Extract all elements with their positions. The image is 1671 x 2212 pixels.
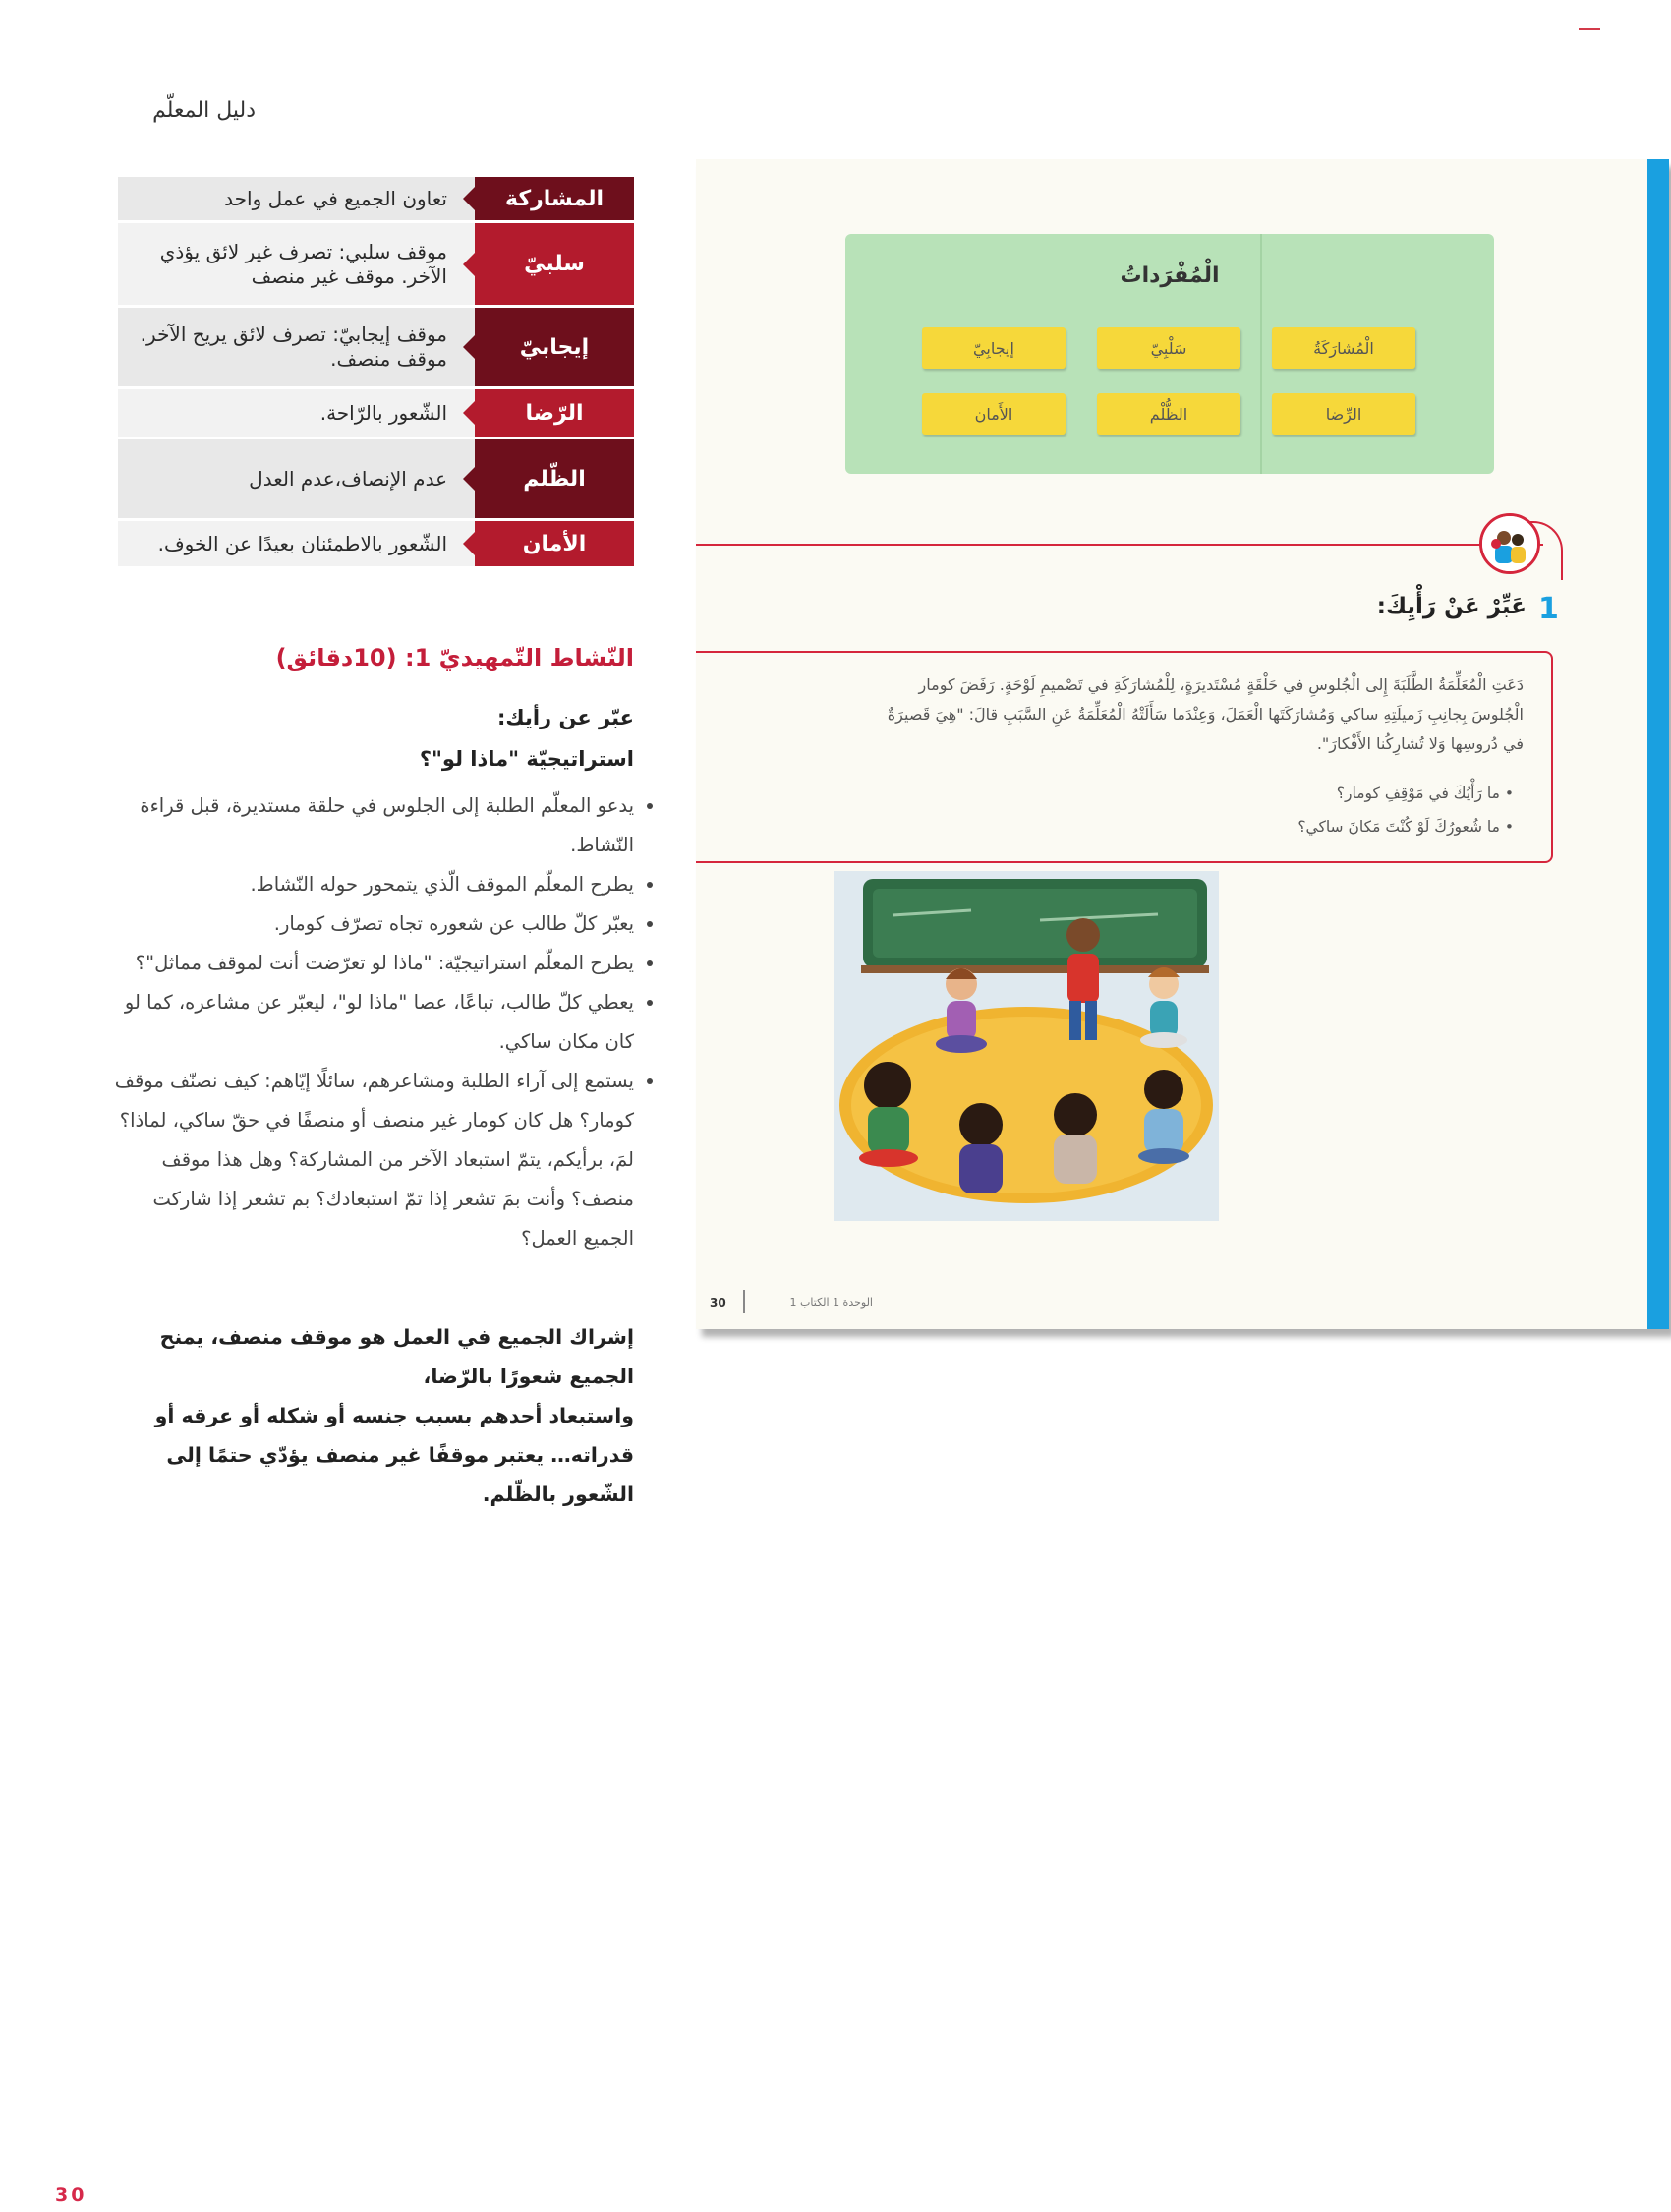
- vocab-chip: إيجابِيّ: [922, 327, 1066, 369]
- vocab-chip: سَلْبِيّ: [1097, 327, 1240, 369]
- vocab-definition: تعاون الجميع في عمل واحد: [118, 177, 475, 220]
- vocab-chip: الأَمان: [922, 393, 1066, 435]
- vocab-term: الرّضا: [475, 389, 634, 437]
- conclusion-text: [108, 1317, 634, 1514]
- vocab-term: المشاركة: [475, 177, 634, 220]
- story-question-text: ما شُعورُكَ لَوْ كُنْتَ مَكانَ ساكي؟: [1297, 818, 1500, 836]
- classroom-illustration: [834, 871, 1219, 1221]
- section-number: 1: [1538, 592, 1559, 626]
- vocab-row: [118, 521, 634, 569]
- vocab-row: [118, 223, 634, 308]
- vocab-chip: الظُّلْم: [1097, 393, 1240, 435]
- vocab-row: [118, 389, 634, 439]
- top-corner-mark: [1579, 28, 1600, 30]
- story-question: • ما شُعورُكَ لَوْ كُنْتَ مَكانَ ساكي؟: [1297, 818, 1514, 836]
- guide-bullet: • يستمع إلى آراء الطلبة ومشاعرهم، سائلًا إيّاهم: كيف نصنّف موقف كومار؟ هل كان كومار غير منصف أو منصفًا في حقّ ساكي، لماذا؟ لمَ، برأيكم، يتمّ استبعاد الآخر من المشاركة؟ وهل هذا موقف منصف؟ وأنت بمَ تشعر إذا تمّ استبعادك؟ بم تشعر إذا شاركت الجميع العمل؟: [108, 1062, 634, 1258]
- vocab-chip: الْمُشارَكَةُ: [1272, 327, 1415, 369]
- story-question: • ما رَأْيُكَ في مَوْقِفِ كومار؟: [1336, 785, 1514, 802]
- vocab-definition: موقف إيجابيّ: تصرف لائق يريح الآخر. موقف منصف.: [118, 308, 475, 386]
- guide-bullet: • يطرح المعلّم استراتيجيّة: "ماذا لو تعرّضت أنت لموقف مماثل"؟: [108, 944, 634, 983]
- story-question-text: ما رَأْيُكَ في مَوْقِفِ كومار؟: [1336, 785, 1500, 802]
- vocab-definition: الشّعور بالرّاحة.: [118, 389, 475, 437]
- group-discussion-icon: [1479, 513, 1540, 574]
- guide-bullet-list: [108, 786, 660, 1258]
- vocab-definition: الشّعور بالاطمئنان بعيدًا عن الخوف.: [118, 521, 475, 566]
- vocabulary-table: [118, 177, 634, 569]
- book-footer-text: الوحدة 1 الكتاب 1: [789, 1296, 873, 1309]
- vocab-definition: عدم الإنصاف،عدم العدل: [118, 439, 475, 518]
- conclusion-line: واستبعاد أحدهم بسبب جنسه أو شكله أو عرقه أو قدراته… يعتبر موقفًا غير منصف يؤدّي حتمًا إلى الشّعور بالظّلم.: [154, 1404, 634, 1506]
- vocab-row: [118, 177, 634, 223]
- book-footer-divider: [743, 1290, 745, 1313]
- story-text: دَعَتِ الْمُعَلِّمَةُ الطَّلَبَةَ إِلى الْجُلوسِ في حَلْقَةٍ مُسْتَديرَةٍ، لِلْمُشارَكَةِ في تَصْميمِ لَوْحَةٍ. رَفَضَ كومار الْجُلوسَ بِجانِبِ زَميلَتِهِ ساكي وَمُشارَكَتَها الْعَمَلَ، وَعِنْدَما سَأَلَتْهُ الْمُعَلِّمَةُ عَنِ السَّبَبِ قالَ: "هِيَ قَصيرَةٌ في دُروسِها وَلا تُشارِكُنا الأَفْكارَ".: [887, 675, 1524, 753]
- activity-heading: النّشاط التّمهيديّ 1: (10دقائق): [275, 644, 634, 671]
- vocab-term: سلبيّ: [475, 223, 634, 305]
- vocab-row: [118, 308, 634, 389]
- vocab-row: [118, 439, 634, 521]
- conclusion-line: إشراك الجميع في العمل هو موقف منصف، يمنح الجميع شعورًا بالرّضا،: [159, 1325, 634, 1388]
- guide-bullet: • يعطي كلّ طالب، تباعًا، عصا "ماذا لو"، ليعبّر عن مشاعره، كما لو كان مكان ساكي.: [108, 983, 634, 1062]
- guide-bullet: • يطرح المعلّم الموقف الّذي يتمحور حوله النّشاط.: [108, 865, 634, 904]
- guide-bullet: • يعبّر كلّ طالب عن شعوره تجاه تصرّف كومار.: [108, 904, 634, 944]
- book-page-edge: [1647, 159, 1669, 1329]
- section-title: عَبِّرْ عَنْ رَأْيِكَ:: [1376, 594, 1527, 619]
- vocabulary-box-title: الْمُفْرَداتُ: [1120, 263, 1220, 288]
- guide-bullet: • يدعو المعلّم الطلبة إلى الجلوس في حلقة مستديرة، قبل قراءة النّشاط.: [108, 786, 634, 865]
- vocab-term: الأمان: [475, 521, 634, 566]
- page-number: 30: [55, 2184, 87, 2206]
- strategy-heading: استراتيجيّة "ماذا لو"؟: [419, 747, 634, 771]
- vocab-term: إيجابيّ: [475, 308, 634, 386]
- vocab-chip: الرِّضا: [1272, 393, 1415, 435]
- people-icon: [1482, 516, 1537, 571]
- vocab-term: الظّلم: [475, 439, 634, 518]
- child-sitting-back-left: [959, 1103, 1003, 1193]
- child-sitting-back-right: [1054, 1093, 1097, 1184]
- book-page-number: 30: [710, 1296, 726, 1310]
- vocab-definition: موقف سلبي: تصرف غير لائق يؤذي الآخر. موقف غير منصف: [118, 223, 475, 305]
- guide-title: دليل المعلّم: [152, 98, 256, 123]
- section-divider-line: [696, 544, 1543, 546]
- express-opinion-heading: عبّر عن رأيك:: [497, 706, 634, 729]
